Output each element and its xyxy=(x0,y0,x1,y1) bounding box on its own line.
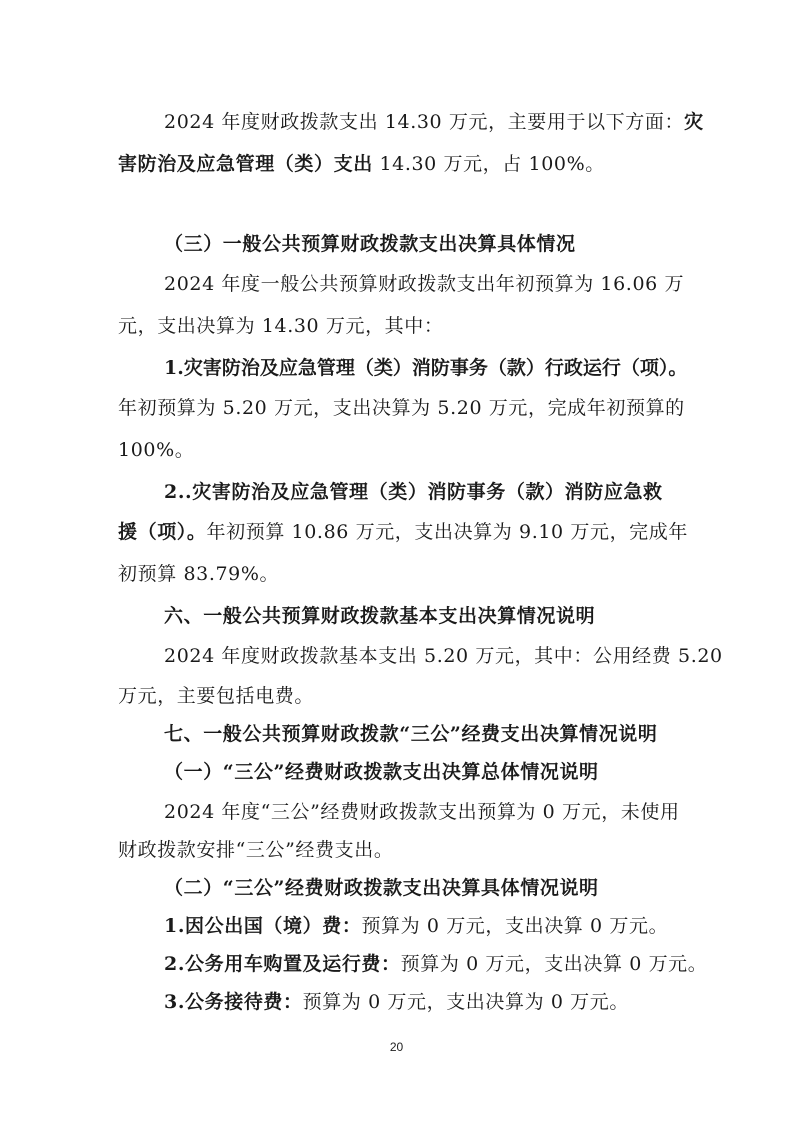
section-7-sub1-line2: 财政拨款安排“三公”经费支出。 xyxy=(118,839,394,861)
section-6-line1: 2024 年度财政拨款基本支出 5.20 万元，其中：公用经费 5.20 xyxy=(164,645,723,667)
bold-text: 2.公务用车购置及运行费： xyxy=(164,953,401,975)
section-3-item2-line3: 初预算 83.79%。 xyxy=(118,563,280,585)
bold-text: 1.因公出国（境）费： xyxy=(164,915,362,937)
text: 2024 年度财政拨款支出 14.30 万元，主要用于以下方面： xyxy=(164,111,685,133)
section-3-item1-heading: 1.灾害防治及应急管理（类）消防事务（款）行政运行（项）。 xyxy=(164,357,688,379)
bold-text: 灾 xyxy=(684,111,704,133)
text: 预算为 0 万元，支出决算为 0 万元。 xyxy=(302,991,629,1013)
section-3-item2-heading: 2..灾害防治及应急管理（类）消防事务（款）消防应急救 xyxy=(164,481,663,503)
section-7-sub1-heading: （一）“三公”经费财政拨款支出决算总体情况说明 xyxy=(164,761,599,783)
bold-text: 援（项）。 xyxy=(118,521,207,543)
section-7-sub2-heading: （二）“三公”经费财政拨款支出决算具体情况说明 xyxy=(164,877,599,899)
text: 预算为 0 万元，支出决算 0 万元。 xyxy=(400,953,708,975)
bold-text: 害防治及应急管理（类）支出 xyxy=(118,153,373,175)
section-3-intro-line2: 元，支出决算为 14.30 万元，其中： xyxy=(118,315,444,337)
paragraph-total-line1 xyxy=(164,108,720,136)
section-3-item2-line2 xyxy=(118,518,718,546)
section-7-sub1-line1: 2024 年度“三公”经费财政拨款支出预算为 0 万元，未使用 xyxy=(164,801,680,823)
section-3-item1-line2: 年初预算为 5.20 万元，支出决算为 5.20 万元，完成年初预算的 xyxy=(118,397,685,419)
section-7-heading: 七、一般公共预算财政拨款“三公”经费支出决算情况说明 xyxy=(164,723,658,745)
section-3-intro-line1: 2024 年度一般公共预算财政拨款支出年初预算为 16.06 万 xyxy=(164,273,685,295)
text: 年初预算 10.86 万元，支出决算为 9.10 万元，完成年 xyxy=(206,521,688,543)
page-number: 20 xyxy=(389,1040,404,1054)
paragraph-total-line2 xyxy=(118,150,718,178)
text: 14.30 万元，占 100%。 xyxy=(372,153,605,175)
section-3-heading: （三）一般公共预算财政拨款支出决算具体情况 xyxy=(164,233,576,255)
text: 预算为 0 万元，支出决算 0 万元。 xyxy=(361,915,669,937)
section-6-line2: 万元，主要包括电费。 xyxy=(118,685,315,707)
bold-text: 3.公务接待费： xyxy=(164,991,303,1013)
section-6-heading: 六、一般公共预算财政拨款基本支出决算情况说明 xyxy=(164,605,596,627)
section-3-item1-line3: 100%。 xyxy=(118,439,195,461)
section-7-item1 xyxy=(164,912,720,940)
section-7-item2 xyxy=(164,950,720,978)
section-7-item3 xyxy=(164,988,720,1016)
